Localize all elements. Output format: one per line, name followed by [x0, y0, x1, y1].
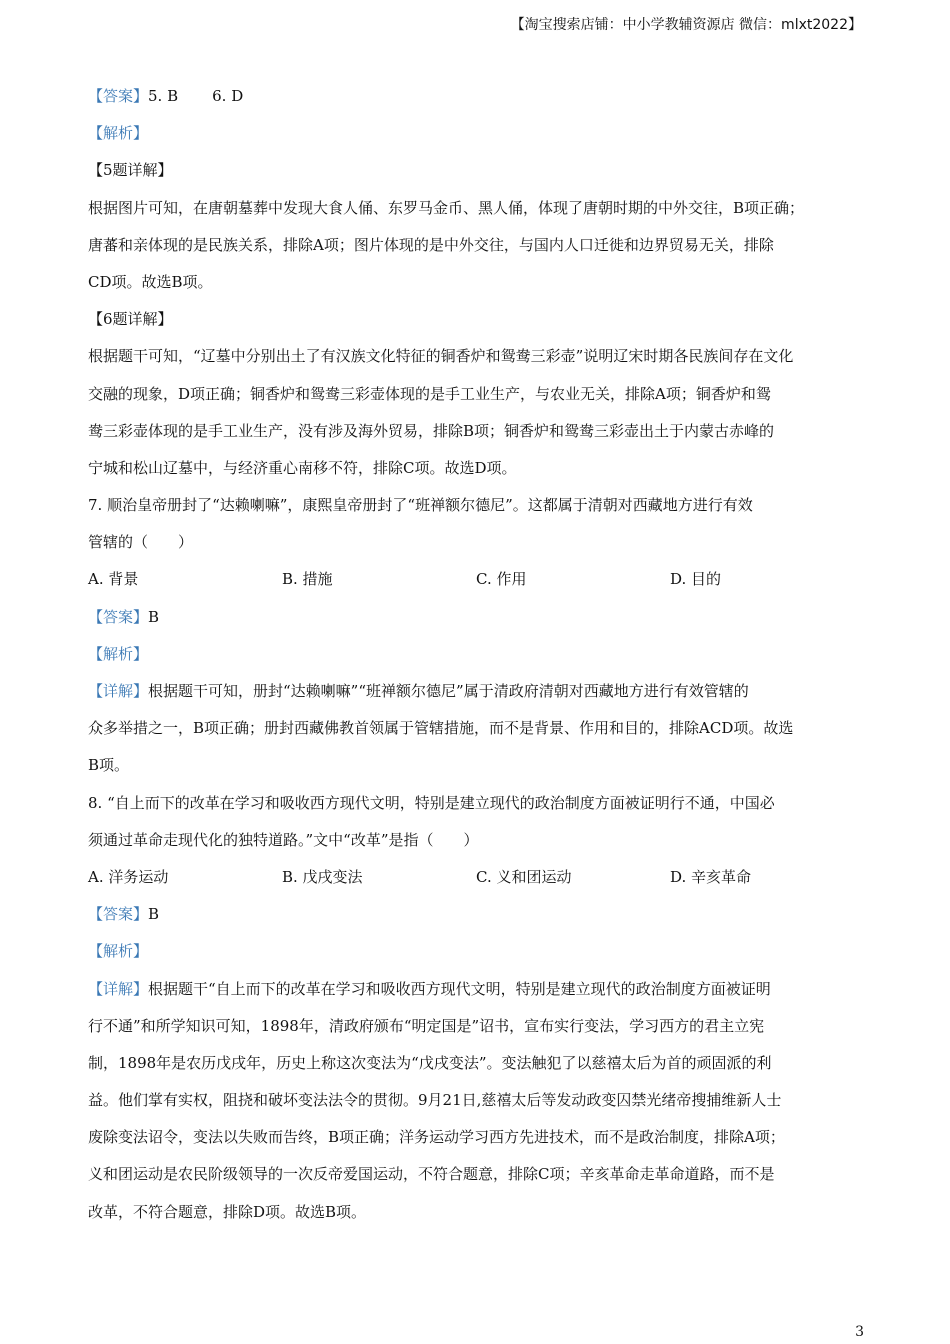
q6-detail-tag: 【6题详解】 — [88, 310, 173, 329]
q7-option-b: B. 措施 — [282, 570, 333, 589]
q8-option-d: D. 辛亥革命 — [670, 867, 752, 886]
answer-line-q5-6 — [88, 78, 866, 115]
q7-detail-line — [88, 673, 866, 710]
q8-stem-line: 8. “自上而下的改革在学习和吸收西方现代文明，特别是建立现代的政治制度方面被证明行不通，中国必 — [88, 793, 775, 812]
q8-detail-line: 行不通”和所学知识可知，1898年，清政府颁布“明定国是”诏书，宣布实行变法，学习西方的君主立宪 — [88, 1016, 765, 1035]
q7-option-d: D. 目的 — [670, 570, 722, 589]
q8-option-c: C. 义和团运动 — [476, 867, 572, 886]
q8-answer: B — [148, 905, 160, 924]
q6-text-line: 鸯三彩壶体现的是手工业生产，没有涉及海外贸易，排除B项；铜香炉和鸳鸯三彩壶出土于内蒙古赤峰的 — [88, 421, 775, 440]
q8-option-b: B. 戊戌变法 — [282, 867, 363, 886]
q7-answer: B — [148, 607, 160, 626]
q6-text-line: 交融的现象，D项正确；铜香炉和鸳鸯三彩壶体现的是手工业生产，与农业无关，排除A项；铜香炉和鸳 — [88, 384, 771, 403]
q7-detail-line: 众多举措之一，B项正确；册封西藏佛教首领属于管辖措施，而不是背景、作用和目的，排除ACD项。故选 — [88, 719, 794, 738]
analysis-tag: 【解析】 — [88, 124, 149, 143]
answer-tag: 【答案】 — [88, 87, 149, 105]
q8-stem-line: 须通过革命走现代化的独特道路。”文中“改革”是指（ ） — [88, 830, 479, 849]
q5-text-line: 根据图片可知，在唐朝墓葬中发现大食人俑、东罗马金币、黑人俑，体现了唐朝时期的中外交往，B项正确； — [88, 198, 805, 217]
q7-detail-text: 根据题干可知，册封“达赖喇嘛”“班禅额尔德尼”属于清政府清朝对西藏地方进行有效管辖的 — [148, 682, 749, 700]
answer-tag: 【答案】 — [88, 607, 149, 626]
q8-detail-line: 废除变法诏令，变法以失败而告终，B项正确；洋务运动学习西方先进技术，而不是政治制度，排除A项； — [88, 1128, 785, 1147]
analysis-tag: 【解析】 — [88, 644, 149, 663]
answer-q5: 5. B — [148, 87, 179, 105]
q8-detail-line: 制，1898年是农历戊戌年，历史上称这次变法为“戊戌变法”。变法触犯了以慈禧太后为首的顽固派的利 — [88, 1053, 772, 1072]
detail-tag: 【详解】 — [88, 682, 149, 700]
q7-option-a: A. 背景 — [88, 570, 139, 589]
q5-text-line: CD项。故选B项。 — [88, 272, 213, 291]
q7-stem-line: 7. 顺治皇帝册封了“达赖喇嘛”，康熙皇帝册封了“班禅额尔德尼”。这都属于清朝对西藏地方进行有效 — [88, 496, 753, 515]
q8-options — [88, 859, 866, 896]
detail-tag: 【详解】 — [88, 979, 149, 998]
q7-option-c: C. 作用 — [476, 570, 527, 589]
answer-tag: 【答案】 — [88, 905, 149, 924]
answer-q6: 6. D — [212, 87, 244, 105]
page-number: 3 — [855, 1324, 864, 1340]
q8-detail-line: 义和团运动是农民阶级领导的一次反帝爱国运动，不符合题意，排除C项；辛亥革命走革命道路，而不是 — [88, 1165, 775, 1184]
q6-text-line: 根据题干可知，“辽墓中分别出土了有汉族文化特征的铜香炉和鸳鸯三彩壶”说明辽宋时期各民族间存在文化 — [88, 347, 794, 366]
q8-detail-line: 益。他们掌有实权，阻挠和破坏变法法令的贯彻。9月21日,慈禧太后等发动政变囚禁光绪帝搜捕维新人士 — [88, 1091, 782, 1110]
q8-option-a: A. 洋务运动 — [88, 867, 169, 886]
page-header: 【淘宝搜索店铺：中小学教辅资源店 微信：mlxt2022】 — [510, 17, 862, 33]
q8-answer-line — [88, 896, 866, 933]
q8-detail-text: 根据题干“自上而下的改革在学习和吸收西方现代文明，特别是建立现代的政治制度方面被证明 — [148, 979, 771, 998]
q6-text-line: 宁城和松山辽墓中，与经济重心南移不符，排除C项。故选D项。 — [88, 458, 517, 477]
q7-answer-line — [88, 599, 866, 636]
q7-stem-line: 管辖的（ ） — [88, 533, 194, 552]
q8-detail-line: 改革，不符合题意，排除D项。故选B项。 — [88, 1202, 367, 1221]
document-body — [88, 78, 866, 1231]
analysis-tag: 【解析】 — [88, 942, 149, 961]
q7-detail-line: B项。 — [88, 756, 130, 775]
q5-detail-tag: 【5题详解】 — [88, 161, 173, 180]
q7-options — [88, 561, 866, 598]
q5-text-line: 唐蕃和亲体现的是民族关系，排除A项；图片体现的是中外交往，与国内人口迁徙和边界贸易无关，排除 — [88, 235, 774, 254]
q8-detail-line — [88, 971, 866, 1008]
